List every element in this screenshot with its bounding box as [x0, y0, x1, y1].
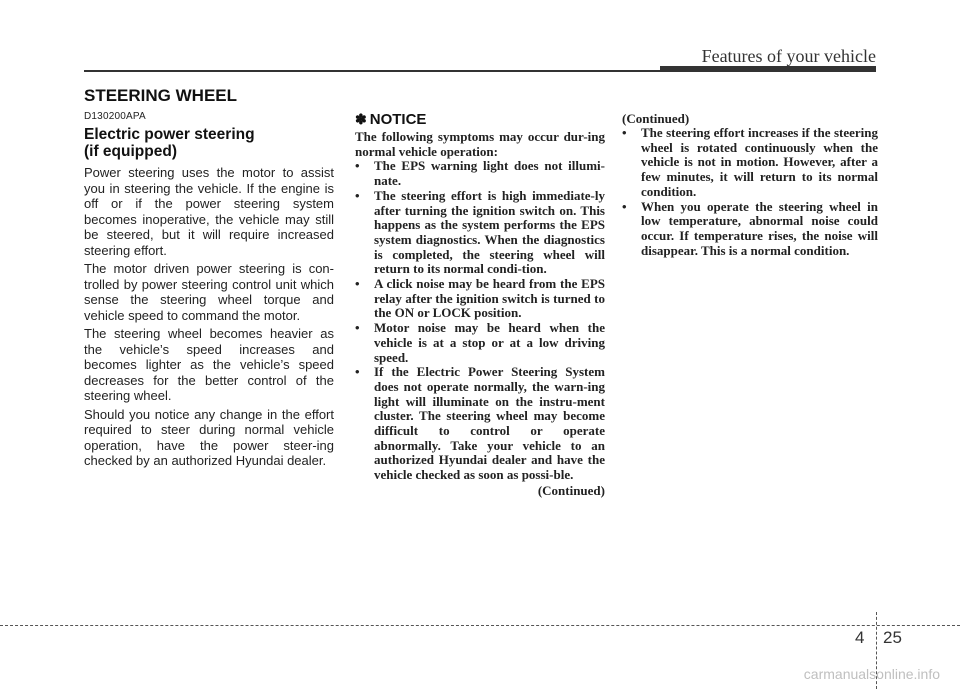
paragraph: The steering wheel becomes heavier as the vehicle’s speed increases and becomes lighter as the vehicle’s speed decreases for the better control of the steering wheel. [84, 326, 334, 403]
paragraph: Power steering uses the motor to assist you in steering the vehicle. If the engine is off or if the power steering system becomes inoperative, the vehicle may still be steered, but it will require increased steering effort. [84, 165, 334, 258]
section-code: D130200APA [84, 111, 146, 122]
continued-bullet-list [622, 126, 878, 258]
continued-label: (Continued) [622, 111, 690, 126]
list-item: • If the Electric Power Steering System does not operate normally, the warn-ing light will illuminate on the instru-ment cluster. The steering wheel may become difficult to control or operate abnormally. Take your vehicle to an authorized Hyundai dealer and have the vehicle checked as soon as possi-ble. [355, 364, 605, 483]
chapter-number: 4 [855, 628, 865, 647]
subheading [84, 126, 334, 160]
list-item: • A click noise may be heard from the EPS relay after the ignition switch is turned to the ON or LOCK position. [355, 276, 605, 321]
column-continued [622, 111, 878, 258]
subheading-line-1: Electric power steering [84, 126, 255, 143]
subheading-line-2: (if equipped) [84, 143, 177, 160]
list-item: • The steering effort is high immediate-ly after turning the ignition switch on. This happens as the system performs the EPS system diagnostics. When the diagnostics is completed, the steering wheel will return to its normal condi-tion. [355, 187, 605, 277]
column-main-text [84, 111, 334, 472]
section-title: STEERING WHEEL [84, 86, 238, 105]
notice-heading [355, 111, 605, 128]
list-item: • Motor noise may be heard when the vehicle is at a stop or at a low driving speed. [355, 320, 605, 365]
notice-bullet-list [355, 159, 605, 482]
header-title: Features of your vehicle [701, 46, 876, 66]
bullet-icon: • [355, 276, 360, 292]
page-number: 25 [883, 628, 902, 647]
bullet-icon: • [355, 187, 360, 203]
paragraph: Should you notice any change in the effort required to steer during normal vehicle operation, have the power steer-ing checked by an authorized Hyundai dealer. [84, 406, 334, 468]
list-item: • When you operate the steering wheel in low temperature, abnormal noise could occur. If temperature rises, the noise will disappear. This is a normal condition. [622, 198, 878, 258]
asterisk-icon: ✽ [355, 111, 367, 127]
bullet-icon: • [622, 125, 627, 140]
notice-title: NOTICE [369, 111, 427, 128]
list-item: • The EPS warning light does not illumi-nate. [355, 158, 605, 189]
bullet-icon: • [355, 320, 360, 336]
bullet-icon: • [355, 158, 360, 174]
header-rule-accent [660, 66, 876, 72]
bullet-icon: • [622, 198, 627, 214]
continued-label: (Continued) [537, 482, 605, 498]
footer-rule [0, 625, 960, 626]
watermark: carmanualsonline.info [803, 666, 940, 682]
notice-box [355, 111, 605, 498]
notice-intro: The following symptoms may occur dur-ing normal vehicle operation: [355, 129, 605, 159]
paragraph: The motor driven power steering is con-trolled by power steering control unit which sense the steering wheel torque and vehicle speed to command the motor. [84, 261, 334, 323]
list-item: • The steering effort increases if the steering wheel is rotated continuously when the vehicle is not in motion. However, after a few minutes, it will return to its normal condition. [622, 125, 878, 199]
bullet-icon: • [355, 364, 360, 380]
